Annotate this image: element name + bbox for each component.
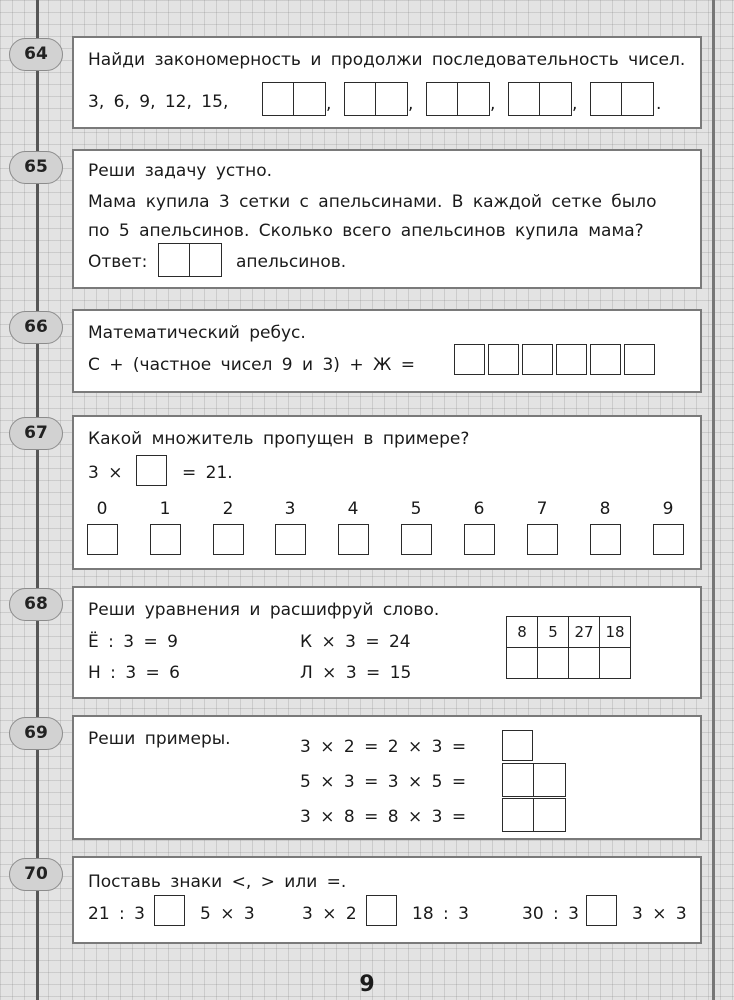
task-65-panel <box>72 149 702 289</box>
rebus-cell-3[interactable] <box>522 344 553 375</box>
expr-right: = 21. <box>182 463 233 483</box>
letter-input-cell[interactable] <box>507 648 538 679</box>
task-67-panel <box>72 415 702 570</box>
task-67-badge: 67 <box>9 417 63 450</box>
compare-3-left: 30 : 3 <box>522 904 579 924</box>
code-cell: 27 <box>569 617 600 648</box>
example-2-answer-box[interactable] <box>502 763 566 797</box>
task-66-expression: С + (частное чисел 9 и 3) + Ж = <box>88 355 415 375</box>
task-64-badge: 64 <box>9 38 63 71</box>
rebus-cell-1[interactable] <box>454 344 485 375</box>
separator: , <box>490 94 496 114</box>
equation-l: Л × 3 = 15 <box>300 663 412 683</box>
option-label-8: 8 <box>599 499 611 519</box>
task-66-panel <box>72 309 702 393</box>
missing-factor-box[interactable] <box>136 455 167 486</box>
option-label-9: 9 <box>662 499 674 519</box>
option-checkbox-1[interactable] <box>150 524 181 555</box>
letter-input-cell[interactable] <box>600 648 631 679</box>
task-68-title: Реши уравнения и расшифруй слово. <box>88 600 440 620</box>
task-65-line2: Мама купила 3 сетки с апельсинами. В каждой сетке было <box>88 192 657 212</box>
option-label-4: 4 <box>347 499 359 519</box>
code-cell: 5 <box>538 617 569 648</box>
example-2: 5 × 3 = 3 × 5 = <box>300 772 467 792</box>
rebus-cell-2[interactable] <box>488 344 519 375</box>
task-65-badge: 65 <box>9 151 63 184</box>
code-cell: 18 <box>600 617 631 648</box>
compare-1-right: 5 × 3 <box>200 904 255 924</box>
option-checkbox-4[interactable] <box>338 524 369 555</box>
option-checkbox-5[interactable] <box>401 524 432 555</box>
compare-2-right: 18 : 3 <box>412 904 469 924</box>
compare-2-left: 3 × 2 <box>302 904 357 924</box>
equation-n: Н : 3 = 6 <box>88 663 181 683</box>
equation-k: К × 3 = 24 <box>300 632 411 652</box>
task-69-badge: 69 <box>9 717 63 750</box>
separator: , <box>326 94 332 114</box>
equation-yo: Ё : 3 = 9 <box>88 632 178 652</box>
task-67-title: Какой множитель пропущен в примере? <box>88 429 470 449</box>
rebus-cell-6[interactable] <box>624 344 655 375</box>
option-label-3: 3 <box>284 499 296 519</box>
compare-3-right: 3 × 3 <box>632 904 687 924</box>
option-label-7: 7 <box>536 499 548 519</box>
example-1: 3 × 2 = 2 × 3 = <box>300 737 467 757</box>
letter-input-cell[interactable] <box>538 648 569 679</box>
example-1-answer-box[interactable] <box>502 730 533 761</box>
task-70-panel <box>72 856 702 944</box>
task-70-title: Поставь знаки <, > или =. <box>88 872 347 892</box>
sequence-answer-box-3[interactable] <box>426 82 490 116</box>
task-66-badge: 66 <box>9 311 63 344</box>
letter-input-cell[interactable] <box>569 648 600 679</box>
task-69-title: Реши примеры. <box>88 729 231 749</box>
option-label-6: 6 <box>473 499 485 519</box>
answer-label: Ответ: <box>88 252 148 272</box>
task-68-badge: 68 <box>9 588 63 621</box>
option-checkbox-6[interactable] <box>464 524 495 555</box>
separator: , <box>572 94 578 114</box>
answer-unit: апельсинов. <box>236 252 347 272</box>
compare-1-left: 21 : 3 <box>88 904 145 924</box>
rebus-cell-5[interactable] <box>590 344 621 375</box>
answer-input-box[interactable] <box>158 243 222 277</box>
rebus-cell-4[interactable] <box>556 344 587 375</box>
page-margin-line <box>36 0 39 1000</box>
example-3: 3 × 8 = 8 × 3 = <box>300 807 467 827</box>
task-69-panel <box>72 715 702 840</box>
compare-2-sign-box[interactable] <box>366 895 397 926</box>
option-checkbox-0[interactable] <box>87 524 118 555</box>
sequence-answer-box-1[interactable] <box>262 82 326 116</box>
task-66-title: Математический ребус. <box>88 323 306 343</box>
code-cell: 8 <box>507 617 538 648</box>
expr-left: 3 × <box>88 463 123 483</box>
task-64-sequence: 3, 6, 9, 12, 15, <box>88 92 229 112</box>
task-65-line3: по 5 апельсинов. Сколько всего апельсинов купила мама? <box>88 221 644 241</box>
decode-table <box>506 616 631 679</box>
page-right-edge <box>712 0 715 1000</box>
task-70-badge: 70 <box>9 858 63 891</box>
page-number: 9 <box>359 972 375 997</box>
option-label-2: 2 <box>222 499 234 519</box>
sequence-answer-box-4[interactable] <box>508 82 572 116</box>
sequence-answer-box-2[interactable] <box>344 82 408 116</box>
separator: , <box>408 94 414 114</box>
task-65-line1: Реши задачу устно. <box>88 161 273 181</box>
task-64-panel <box>72 36 702 129</box>
task-68-panel <box>72 586 702 699</box>
option-checkbox-8[interactable] <box>590 524 621 555</box>
option-label-5: 5 <box>410 499 422 519</box>
option-checkbox-9[interactable] <box>653 524 684 555</box>
period: . <box>656 94 662 114</box>
option-label-1: 1 <box>159 499 171 519</box>
task-64-title: Найди закономерность и продолжи последовательность чисел. <box>88 50 686 70</box>
compare-1-sign-box[interactable] <box>154 895 185 926</box>
compare-3-sign-box[interactable] <box>586 895 617 926</box>
option-checkbox-7[interactable] <box>527 524 558 555</box>
example-3-answer-box[interactable] <box>502 798 566 832</box>
option-checkbox-3[interactable] <box>275 524 306 555</box>
option-checkbox-2[interactable] <box>213 524 244 555</box>
option-label-0: 0 <box>96 499 108 519</box>
sequence-answer-box-5[interactable] <box>590 82 654 116</box>
